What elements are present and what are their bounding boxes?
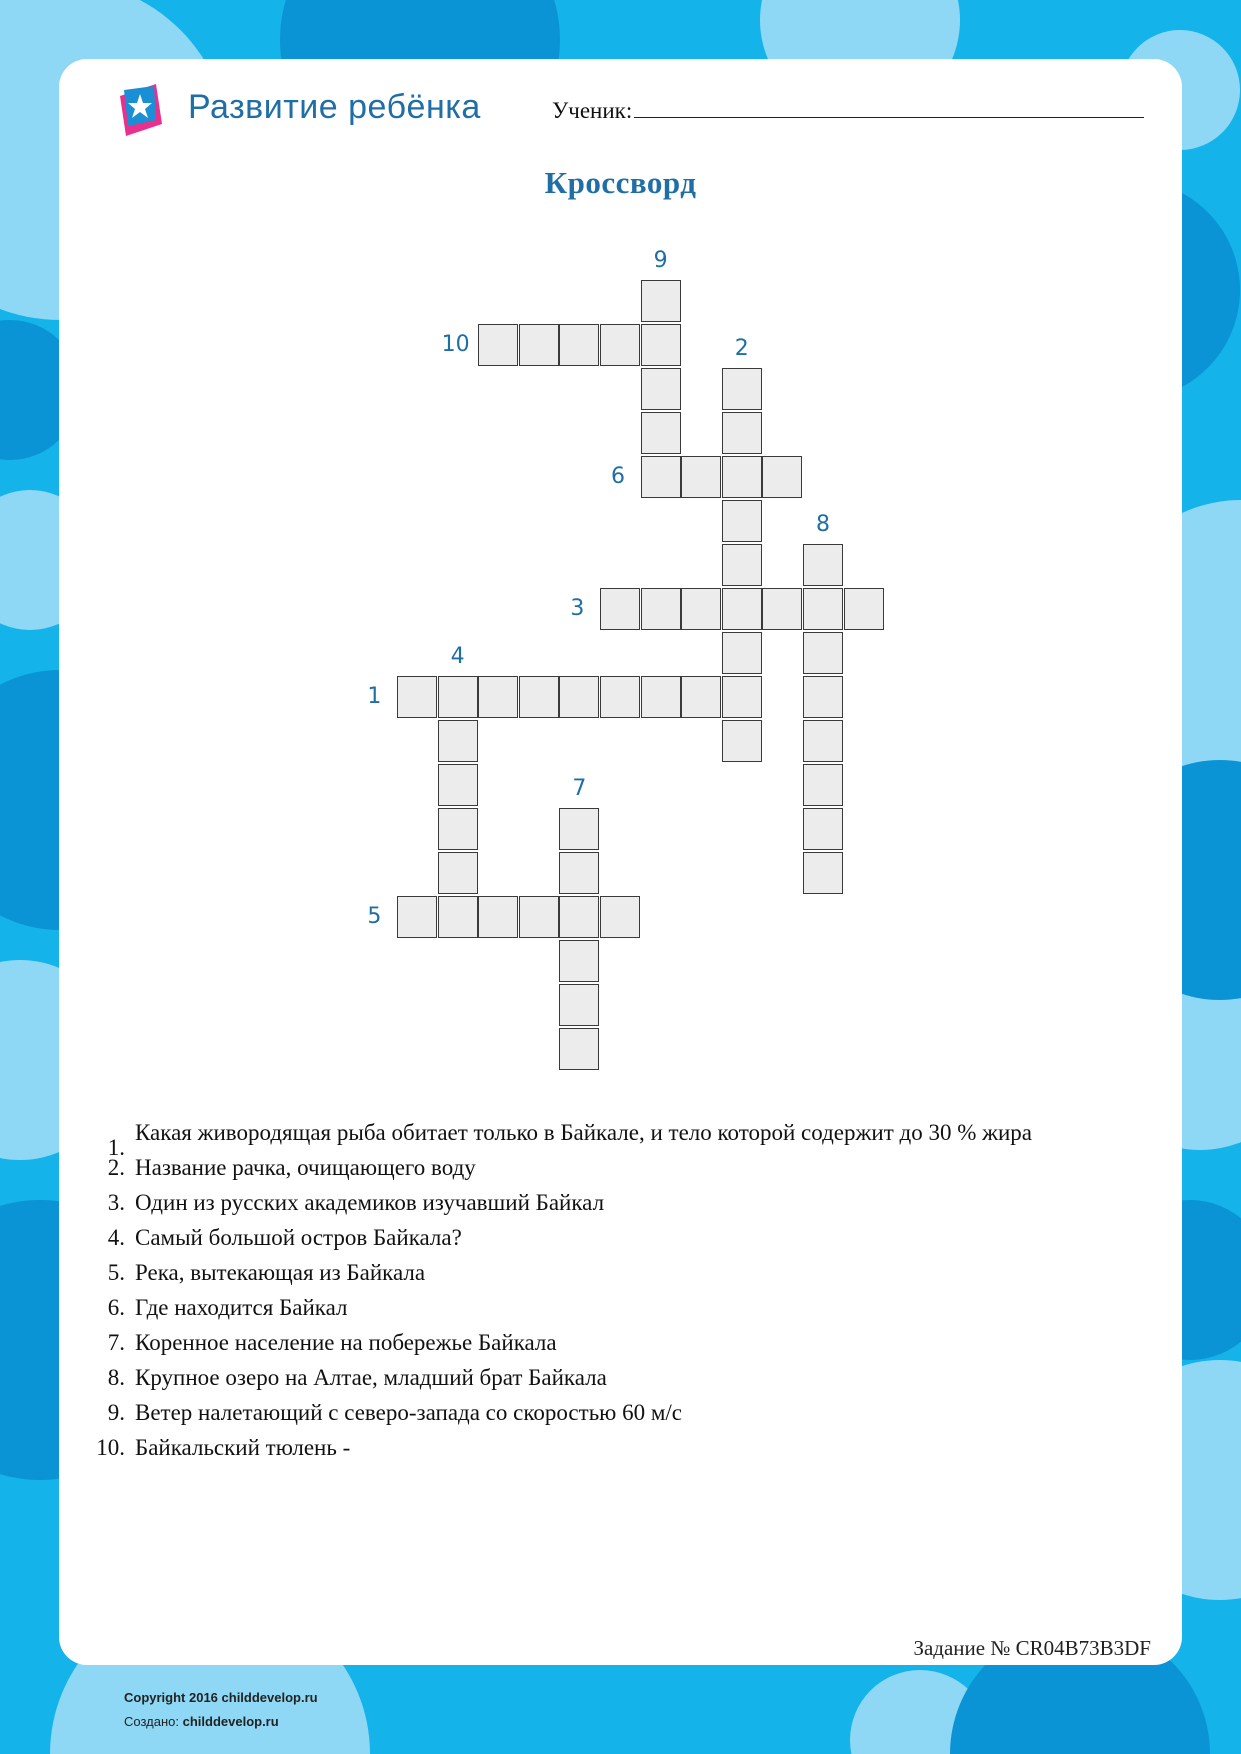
page-title: Кроссворд [544, 165, 697, 200]
clue-list [92, 1118, 1122, 1468]
clue-text: Коренное население на побережье Байкала [135, 1330, 557, 1355]
clue-number-label: 9 [653, 248, 668, 273]
clue-number: 4. [107, 1225, 125, 1250]
clue-text: Река, вытекающая из Байкала [135, 1260, 426, 1285]
clue-number: 7. [107, 1330, 125, 1355]
clue-number-label: 8 [816, 512, 830, 537]
clue-number: 1. [107, 1135, 125, 1160]
clue-item [92, 1258, 1122, 1287]
clue-item [92, 1293, 1122, 1322]
clue-item [92, 1398, 1122, 1427]
clue-number: 5. [107, 1260, 125, 1285]
clue-number-label: 1 [367, 684, 382, 709]
clue-item [92, 1328, 1122, 1357]
clue-number-label: 6 [611, 464, 625, 489]
clue-number-label: 10 [441, 332, 470, 357]
clue-number: 8. [107, 1365, 125, 1390]
student-name-line[interactable] [634, 99, 1144, 118]
clue-number: 2. [107, 1155, 125, 1180]
clue-text: Байкальский тюлень - [135, 1435, 351, 1460]
created-label: Создано: [124, 1714, 179, 1729]
clue-text: Название рачка, очищающего воду [135, 1155, 476, 1180]
brand-name: Развитие ребёнка [188, 88, 481, 126]
clue-text: Где находится Байкал [135, 1295, 348, 1320]
clue-item [92, 1118, 1122, 1160]
clue-number-label: 4 [450, 644, 465, 669]
clue-number-label: 3 [570, 596, 585, 621]
clue-text: Самый большой остров Байкала? [135, 1225, 462, 1250]
clue-item [92, 1363, 1122, 1392]
clue-number-label: 7 [572, 776, 587, 801]
clue-number: 3. [107, 1190, 125, 1215]
copyright-text: Copyright 2016 childdevelop.ru [124, 1690, 318, 1705]
student-name-field[interactable] [552, 98, 1152, 124]
clue-text: Один из русских академиков изучавший Байкал [135, 1190, 605, 1215]
clue-item [92, 1188, 1122, 1217]
clue-number: 6. [107, 1295, 125, 1320]
clue-item [92, 1153, 1122, 1182]
clue-number: 9. [107, 1400, 125, 1425]
task-id: Задание № CR04B73B3DF [913, 1636, 1151, 1660]
created-by [124, 1714, 279, 1729]
clue-text: Ветер налетающий с северо-запада со скоростью 60 м/с [135, 1400, 683, 1425]
clue-item [92, 1223, 1122, 1252]
created-site: childdevelop.ru [182, 1714, 279, 1729]
student-label: Ученик: [552, 98, 633, 123]
clue-item [92, 1433, 1122, 1462]
clue-text: Крупное озеро на Алтае, младший брат Байкала [135, 1365, 607, 1390]
clue-number: 10. [96, 1435, 125, 1460]
clue-number-label: 5 [367, 904, 382, 929]
clue-text: Какая живородящая рыба обитает только в Байкале, и тело которой содержит до 30 % жира [135, 1120, 1033, 1145]
clue-number-label: 2 [734, 336, 749, 361]
